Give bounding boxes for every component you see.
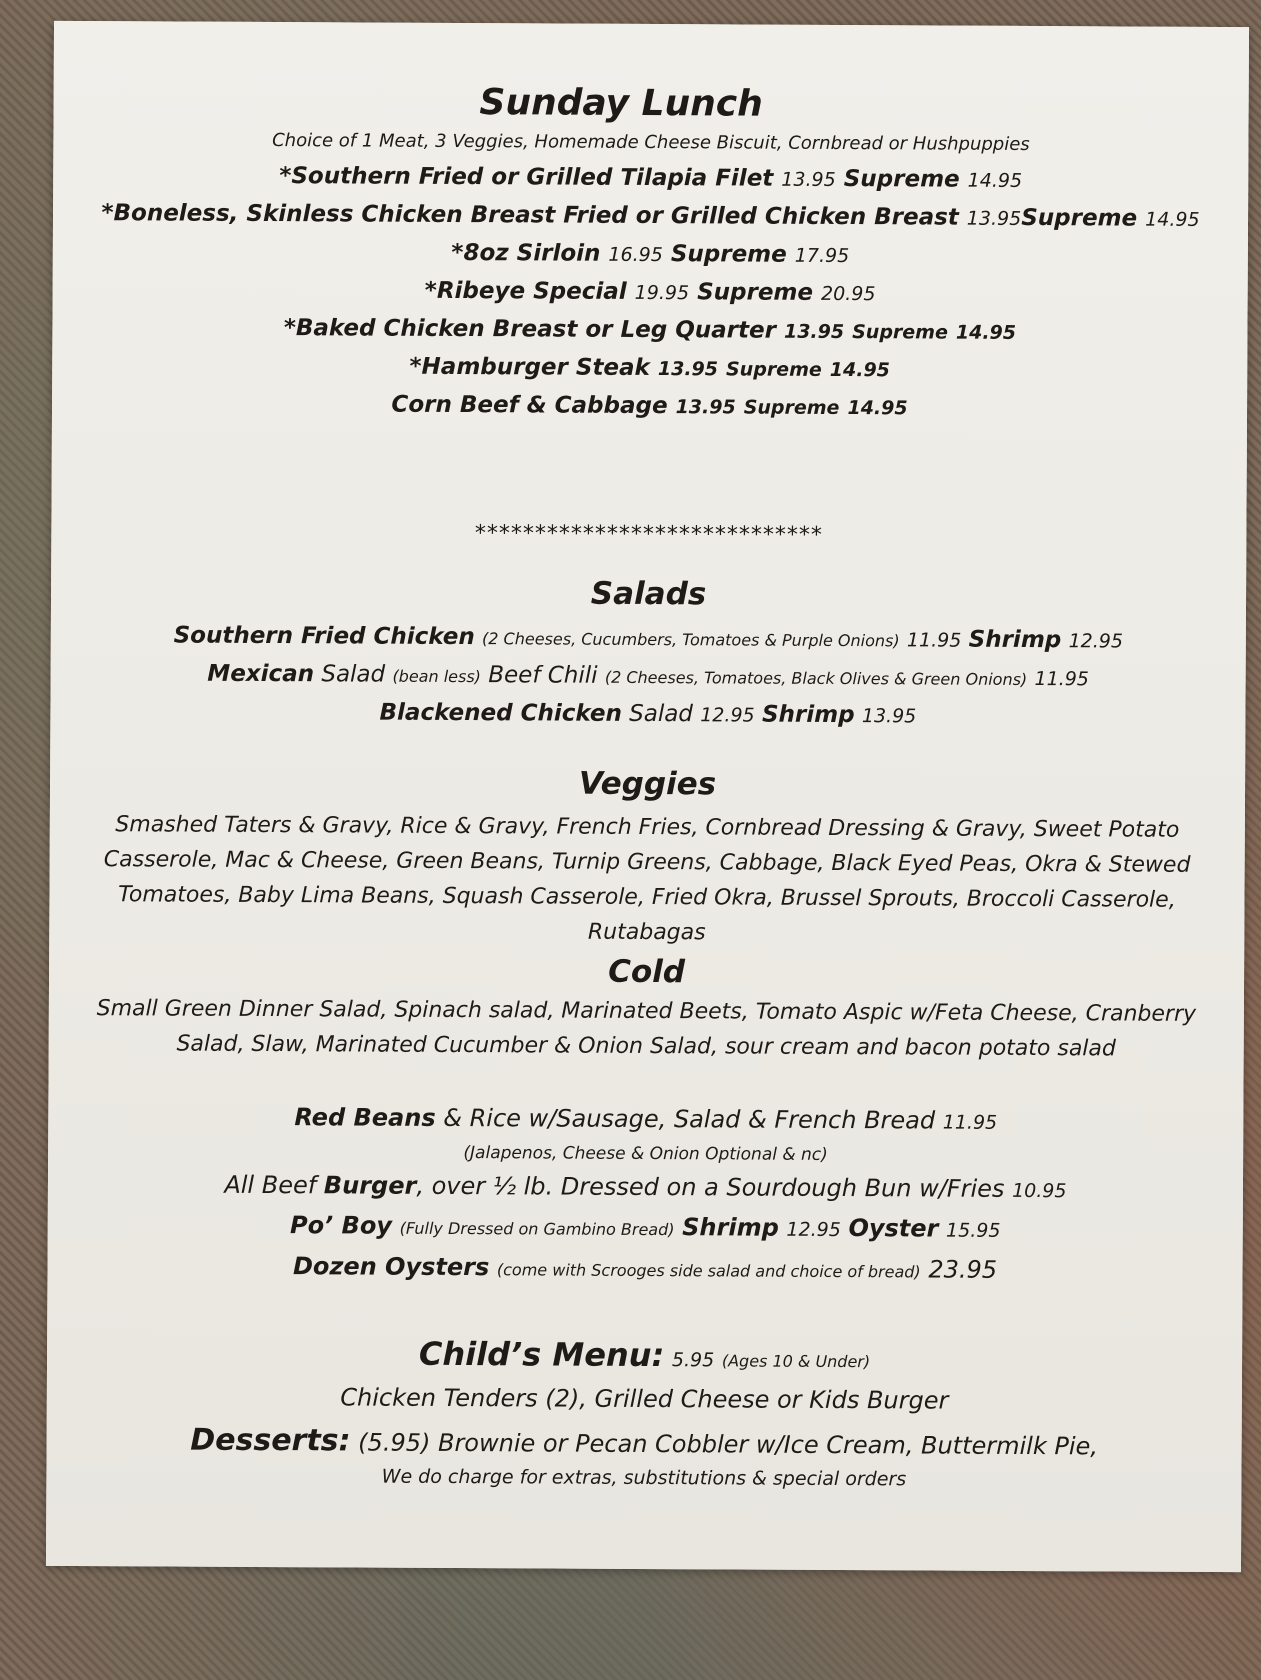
salads-heading: Salads [590, 575, 707, 613]
page-title: Sunday Lunch [479, 82, 763, 125]
entree-price: 16.95 [608, 243, 663, 267]
salad-price: 11.95 [906, 629, 962, 652]
entree-item [52, 347, 1247, 391]
red-beans-item [48, 1097, 1243, 1143]
child-menu-items: Chicken Tenders (2), Grilled Cheese or Kids Burger [340, 1383, 949, 1415]
salad-item [51, 655, 1246, 699]
entree-name: *Ribeye Special [424, 277, 627, 305]
entree-name: *Hamburger Steak [409, 353, 650, 382]
veggies-list: Smashed Taters & Gravy, Rice & Gravy, French Fries, Cornbread Dressing & Gravy, Sweet Potato Casserole, Mac & Cheese, Green Beans, Turnip Greens, Cabbage, Black Eyed Peas, Okra & Stewed Tomatoes, Baby Lima Beans, Squash Casserole, Fried Okra, Brussel Sprouts, Broccoli Casserole, Rutabagas [103, 812, 1191, 946]
red-beans-note: (Jalapenos, Cheese & Onion Optional & nc) [463, 1143, 828, 1165]
desserts-heading: Desserts: [190, 1422, 351, 1459]
salad-name: Southern Fried Chicken [173, 622, 475, 651]
oysters-note: (come with Scrooges side salad and choice of bread) [496, 1260, 921, 1282]
burger-pre: All Beef [224, 1170, 317, 1200]
salad-item [50, 693, 1245, 737]
oysters-item [47, 1246, 1242, 1293]
salad-name-rest: Salad [321, 661, 386, 688]
star-divider: ***************************** [474, 521, 823, 548]
burger-desc: , over ½ lb. Dressed on a Sourdough Bun w/Fries [416, 1171, 1005, 1203]
supreme-price: 17.95 [794, 244, 850, 268]
poboy-price-shrimp: 12.95 [786, 1218, 841, 1242]
salad-alt-price: 12.95 [1068, 630, 1124, 653]
poboy-note: (Fully Dressed on Gambino Bread) [399, 1218, 675, 1240]
oysters-price: 23.95 [928, 1255, 998, 1284]
salad-alt-price: 13.95 [861, 705, 917, 728]
supreme-price: 20.95 [820, 282, 876, 306]
red-beans-price: 11.95 [942, 1111, 998, 1134]
supreme-label: Supreme [843, 166, 960, 193]
supreme-label: Supreme [1021, 204, 1138, 232]
poboy-option-oyster: Oyster [848, 1214, 939, 1243]
salad-note-2: (2 Cheeses, Tomatoes, Black Olives & Green Onions) [604, 667, 1028, 689]
entree-item [53, 271, 1248, 315]
entree-name: *Baked Chicken Breast or Leg Quarter [283, 315, 777, 344]
burger-item [48, 1165, 1243, 1211]
supreme-label: Supreme [697, 279, 814, 306]
salad-name-rest: Salad [629, 700, 694, 728]
burger-name: Burger [323, 1171, 417, 1200]
entree-name: *8oz Sirloin [451, 239, 601, 267]
entree-item [53, 233, 1248, 277]
entree-price: 13.95 [781, 168, 836, 191]
red-beans-desc: & Rice w/Sausage, Salad & French Bread [443, 1103, 936, 1135]
entree-item [53, 195, 1248, 239]
salad-note: (2 Cheeses, Cucumbers, Tomatoes & Purple Onions) [482, 629, 900, 651]
entree-name: *Boneless, Skinless Chicken Breast Fried or Grilled Chicken Breast [101, 200, 959, 231]
salad-name-bold: Blackened Chicken [379, 699, 622, 727]
child-menu-heading: Child’s Menu: [418, 1334, 665, 1375]
desserts-line [47, 1421, 1242, 1466]
cold-list: Small Green Dinner Salad, Spinach salad, Marinated Beets, Tomato Aspic w/Feta Cheese, Cranberry Salad, Slaw, Marinated Cucumber & Onion Salad, sour cream and bacon potato salad [96, 996, 1197, 1062]
entree-item [53, 157, 1248, 201]
entree-price: 13.95 [783, 320, 845, 344]
entree-list [52, 157, 1248, 429]
lunch-subtitle: Choice of 1 Meat, 3 Veggies, Homemade Cheese Biscuit, Cornbread or Hushpuppies [272, 130, 1030, 155]
salad-name-bold: Mexican [207, 660, 315, 688]
footer-note: We do charge for extras, substitutions & special orders [381, 1465, 907, 1491]
entree-price: 19.95 [634, 281, 690, 305]
supreme-label: Supreme [743, 396, 840, 419]
supreme-label: Supreme [725, 358, 822, 381]
supreme-price: 14.95 [955, 321, 1017, 344]
entree-item [52, 309, 1247, 353]
poboy-name: Po’ Boy [289, 1211, 393, 1240]
poboy-price-oyster: 15.95 [945, 1219, 1001, 1242]
cold-heading: Cold [608, 953, 686, 991]
child-menu-price: 5.95 [671, 1349, 715, 1372]
supreme-price: 14.95 [847, 397, 908, 420]
salad-note: (bean less) [392, 666, 482, 687]
red-beans-name: Red Beans [294, 1103, 436, 1132]
entree-name: Corn Beef & Cabbage [391, 391, 668, 420]
salad-item [51, 617, 1246, 661]
supreme-price: 14.95 [829, 358, 890, 382]
desserts-text: (5.95) Brownie or Pecan Cobbler w/Ice Cream, Buttermilk Pie, [358, 1428, 1099, 1461]
salad-alt-label: Shrimp [968, 626, 1062, 654]
entree-price: 13.95 [675, 396, 736, 419]
child-menu-header [47, 1333, 1242, 1383]
supreme-price: 14.95 [1145, 208, 1200, 231]
entree-name: *Southern Fried or Grilled Tilapia Filet [279, 163, 774, 192]
supreme-price: 14.95 [967, 169, 1023, 192]
entree-item [52, 385, 1247, 429]
menu-sheet [46, 21, 1249, 1572]
child-menu-note: (Ages 10 & Under) [721, 1351, 871, 1372]
poboy-option-shrimp: Shrimp [682, 1213, 779, 1242]
veggies-heading: Veggies [578, 765, 717, 803]
salad-price: 11.95 [1034, 668, 1089, 691]
salad-alt-label: Shrimp [761, 701, 855, 729]
oysters-name: Dozen Oysters [292, 1252, 490, 1282]
poboy-item [48, 1205, 1243, 1252]
entree-price: 13.95 [657, 358, 719, 381]
salad-price: 12.95 [700, 704, 755, 727]
burger-price: 10.95 [1012, 1179, 1067, 1203]
supreme-label: Supreme [670, 241, 787, 268]
salad-name-2: Beef Chili [488, 662, 598, 689]
entree-price: 13.95 [966, 207, 1022, 230]
supreme-label: Supreme [852, 321, 948, 344]
